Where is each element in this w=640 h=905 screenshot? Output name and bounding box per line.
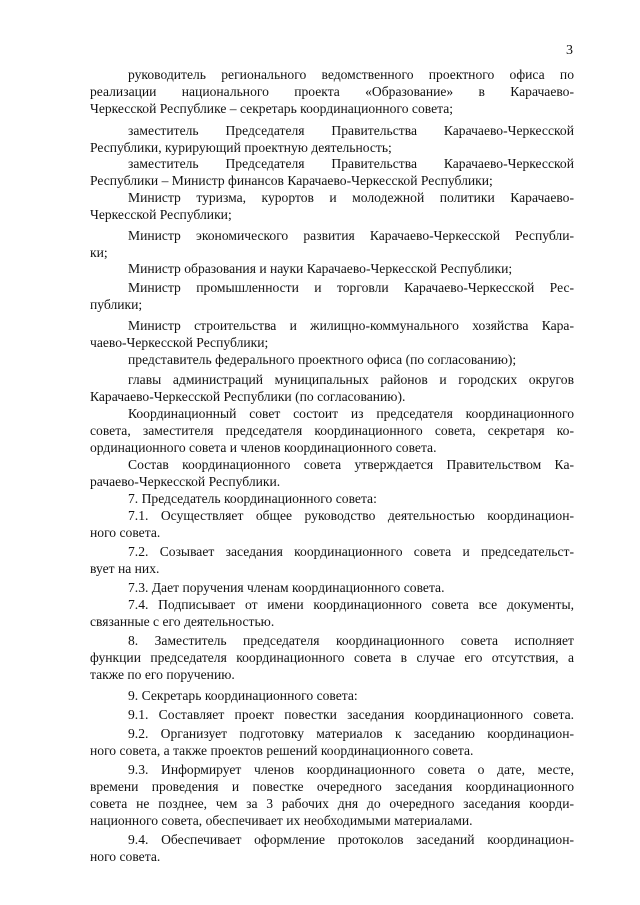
text-line: 9. Секретарь координационного совета: <box>128 688 358 703</box>
text-line: Республики, курирующий проектную деятельность; <box>90 140 392 155</box>
text-line: ного совета. <box>90 849 161 864</box>
text-line: 9.1. Составляет проект повестки заседания координационного совета. <box>128 707 574 722</box>
text-line: Министр туризма, курортов и молодежной политики Карачаево- <box>128 190 574 205</box>
text-line: 9.2. Организует подготовку материалов к заседанию координацион- <box>128 726 574 741</box>
text-line: реализации национального проекта «Образование» в Карачаево- <box>90 84 574 99</box>
text-line: Республики – Министр финансов Карачаево-Черкесской Республики; <box>90 173 493 188</box>
text-line: Министр строительства и жилищно-коммунального хозяйства Кара- <box>128 318 574 333</box>
text-line: Министр образования и науки Карачаево-Черкесской Республики; <box>128 261 513 276</box>
text-line: 7.3. Дает поручения членам координационного совета. <box>128 580 445 595</box>
text-line: 7.1. Осуществляет общее руководство деятельностью координацион- <box>128 508 574 523</box>
text-line: Черкесской Республике – секретарь координационного совета; <box>90 101 454 116</box>
text-line: 7. Председатель координационного совета: <box>128 491 377 506</box>
text-line: Карачаево-Черкесской Республики (по согласованию). <box>90 389 406 404</box>
text-line: Министр промышленности и торговли Карачаево-Черкесской Рес- <box>128 280 574 295</box>
text-line: Координационный совет состоит из председателя координационного <box>128 406 574 421</box>
text-line: ординационного совета и членов координационного совета. <box>90 440 437 455</box>
page-number: 3 <box>566 43 573 58</box>
text-line: ного совета. <box>90 525 161 540</box>
text-line: представитель федерального проектного офиса (по согласованию); <box>128 352 517 367</box>
text-line: национного совета, обеспечивает их необходимыми материалами. <box>90 813 473 828</box>
text-line: рачаево-Черкесской Республики. <box>90 474 281 489</box>
text-line: ки; <box>90 245 108 260</box>
text-line: заместитель Председателя Правительства Карачаево-Черкесской <box>128 156 574 171</box>
text-line: Министр экономического развития Карачаево-Черкесской Республи- <box>128 228 574 243</box>
text-line: 9.3. Информирует членов координационного совета о дате, месте, <box>128 762 574 777</box>
text-line: Состав координационного совета утверждается Правительством Ка- <box>128 457 574 472</box>
text-line: главы администраций муниципальных районов и городских округов <box>128 372 574 387</box>
text-line: связанные с его деятельностью. <box>90 614 275 629</box>
text-line: 7.2. Созывает заседания координационного совета и председательст- <box>128 544 574 559</box>
text-line: публики; <box>90 297 143 312</box>
text-line: 9.4. Обеспечивает оформление протоколов заседаний координацион- <box>128 832 574 847</box>
text-line: 8. Заместитель председателя координационного совета исполняет <box>128 633 574 648</box>
text-line: также по его поручению. <box>90 667 235 682</box>
text-line: 7.4. Подписывает от имени координационного совета все документы, <box>128 597 574 612</box>
text-line: чаево-Черкесской Республики; <box>90 335 269 350</box>
text-line: руководитель регионального ведомственного проектного офиса по <box>128 67 574 82</box>
text-line: времени проведения и повестке очередного заседания координационного <box>90 779 574 794</box>
text-line: заместитель Председателя Правительства Карачаево-Черкесской <box>128 123 574 138</box>
text-line: вует на них. <box>90 561 160 576</box>
text-line: функции председателя координационного совета в случае его отсутствия, а <box>90 650 574 665</box>
text-line: ного совета, а также проектов решений координационного совета. <box>90 743 474 758</box>
text-line: совета не позднее, чем за 3 рабочих дня до очередного заседания коорди- <box>90 796 574 811</box>
text-line: совета, заместителя председателя координационного совета, секретаря ко- <box>90 423 574 438</box>
text-line: Черкесской Республики; <box>90 207 232 222</box>
